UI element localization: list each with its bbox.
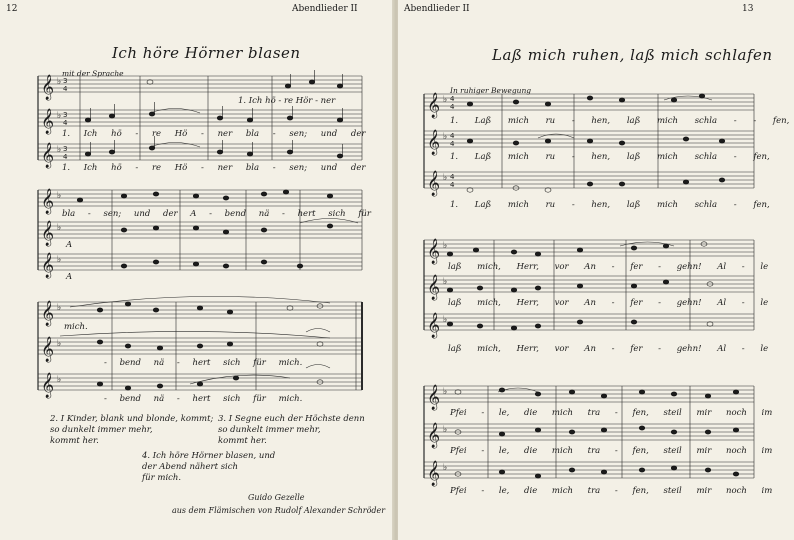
svg-text:4: 4 [63,153,68,161]
svg-text:𝄞: 𝄞 [427,385,441,410]
lyric-line: 1. Ich hö - re Hö - ner bla - sen; und der [62,129,366,139]
svg-text:4: 4 [450,132,455,140]
svg-text:♭: ♭ [57,191,62,201]
staff [38,222,362,238]
svg-text:♭: ♭ [443,173,448,183]
svg-text:♭: ♭ [57,111,62,121]
svg-text:𝄞: 𝄞 [427,130,441,155]
verse-2: 2. I Kinder, blank und blonde, kommt; so dunkelt immer mehr, kommt her. [50,414,214,446]
svg-text:4: 4 [450,140,455,148]
svg-text:𝄞: 𝄞 [427,313,441,338]
svg-text:4: 4 [63,85,68,93]
svg-text:♭: ♭ [57,223,62,233]
running-head: Abendlieder II [404,4,470,14]
svg-text:4: 4 [450,95,455,103]
svg-text:♭: ♭ [57,77,62,87]
lyric-line: A [66,240,73,250]
lyric-line: laß mich, Herr, vor An - fer - gehn! Al - le [448,344,769,354]
tempo-marking: In ruhiger Bewegung [450,86,532,95]
lyric-line: A [66,272,73,282]
lyric-line: Pfei - le, die mich tra - fen, steil mir noch im [450,446,773,456]
svg-text:♭: ♭ [443,425,448,435]
svg-text:𝄞: 𝄞 [41,301,55,326]
svg-text:𝄞: 𝄞 [41,221,55,246]
score-right [398,0,794,520]
svg-text:𝄞: 𝄞 [41,373,55,398]
lyric-line: - bend nä - hert sich für mich. [104,358,303,368]
staff [424,386,754,402]
running-head: Abendlieder II [292,4,358,14]
lyric-line: 1. Ich hö - re Hör - ner [238,96,336,106]
svg-text:4: 4 [450,103,455,111]
svg-text:𝄞: 𝄞 [427,423,441,448]
svg-text:𝄞: 𝄞 [41,143,55,168]
svg-text:♭: ♭ [443,387,448,397]
svg-text:4: 4 [450,173,455,181]
lyric-line: laß mich, Herr, vor An - fer - gehn! Al - le [448,298,769,308]
svg-text:♭: ♭ [57,339,62,349]
lyric-line: 1. Laß mich ru - hen, laß mich schla - fen, [450,152,770,162]
page-number: 12 [6,4,18,14]
lyric-line: 1. Laß mich ru - hen, laß mich schla - fen, [450,200,770,210]
song-title: Ich höre Hörner blasen [112,44,301,62]
svg-text:♭: ♭ [443,277,448,287]
svg-text:𝄞: 𝄞 [41,337,55,362]
barlines [80,76,362,390]
svg-text:♭: ♭ [57,303,62,313]
lyric-line: 1. Laß mich ru - hen, laß mich schla - - fen, [450,116,790,126]
svg-text:𝄞: 𝄞 [41,75,55,100]
verse-4: 4. Ich höre Hörner blasen, und der Abend nähert sich für mich. [142,451,276,483]
lyric-line: bla - sen; und der A - bend nä - hert sich für [62,209,371,219]
svg-text:3: 3 [63,77,68,85]
page-number: 13 [742,4,754,14]
lyric-line: laß mich, Herr, vor An - fer - gehn! Al - le [448,262,769,272]
lyric-line: Pfei - le, die mich tra - fen, steil mir noch im [450,408,773,418]
svg-text:𝄞: 𝄞 [427,275,441,300]
staff [38,190,362,206]
svg-text:♭: ♭ [57,255,62,265]
staff [424,314,754,330]
credit-author: Guido Gezelle [248,493,305,502]
svg-text:𝄞: 𝄞 [427,461,441,486]
svg-text:𝄞: 𝄞 [41,189,55,214]
credit-translator: aus dem Flämischen von Rudolf Alexander Schröder [172,506,386,515]
song-title: Laß mich ruhen, laß mich schlafen [492,46,773,64]
svg-text:𝄞: 𝄞 [427,93,441,118]
staff [424,276,754,292]
lyric-line: 1. Ich hö - re Hö - ner bla - sen; und der [62,163,366,173]
svg-text:𝄞: 𝄞 [427,239,441,264]
svg-text:𝄞: 𝄞 [41,109,55,134]
staff [424,462,754,478]
svg-text:4: 4 [450,181,455,189]
left-page [0,0,394,540]
staff [38,254,362,270]
staff [424,240,754,256]
svg-text:♭: ♭ [443,241,448,251]
verse-3: 3. I Segne euch der Höchste denn so dunkelt immer mehr, kommt her. [218,414,365,446]
svg-text:𝄞: 𝄞 [41,253,55,278]
svg-text:♭: ♭ [443,132,448,142]
svg-text:♭: ♭ [57,375,62,385]
staff [424,424,754,440]
svg-text:𝄞: 𝄞 [427,171,441,196]
svg-text:♭: ♭ [443,463,448,473]
lyric-line: Pfei - le, die mich tra - fen, steil mir noch im [450,486,773,496]
tempo-marking: mit der Sprache [62,69,124,78]
svg-text:3: 3 [63,111,68,119]
lyric-line: - bend nä - hert sich für mich. [104,394,303,404]
svg-text:4: 4 [63,119,68,127]
svg-text:♭: ♭ [443,95,448,105]
svg-text:♭: ♭ [57,145,62,155]
svg-text:♭: ♭ [443,315,448,325]
lyric-line: mich. [64,322,88,332]
right-page [398,0,794,540]
svg-text:3: 3 [63,145,68,153]
